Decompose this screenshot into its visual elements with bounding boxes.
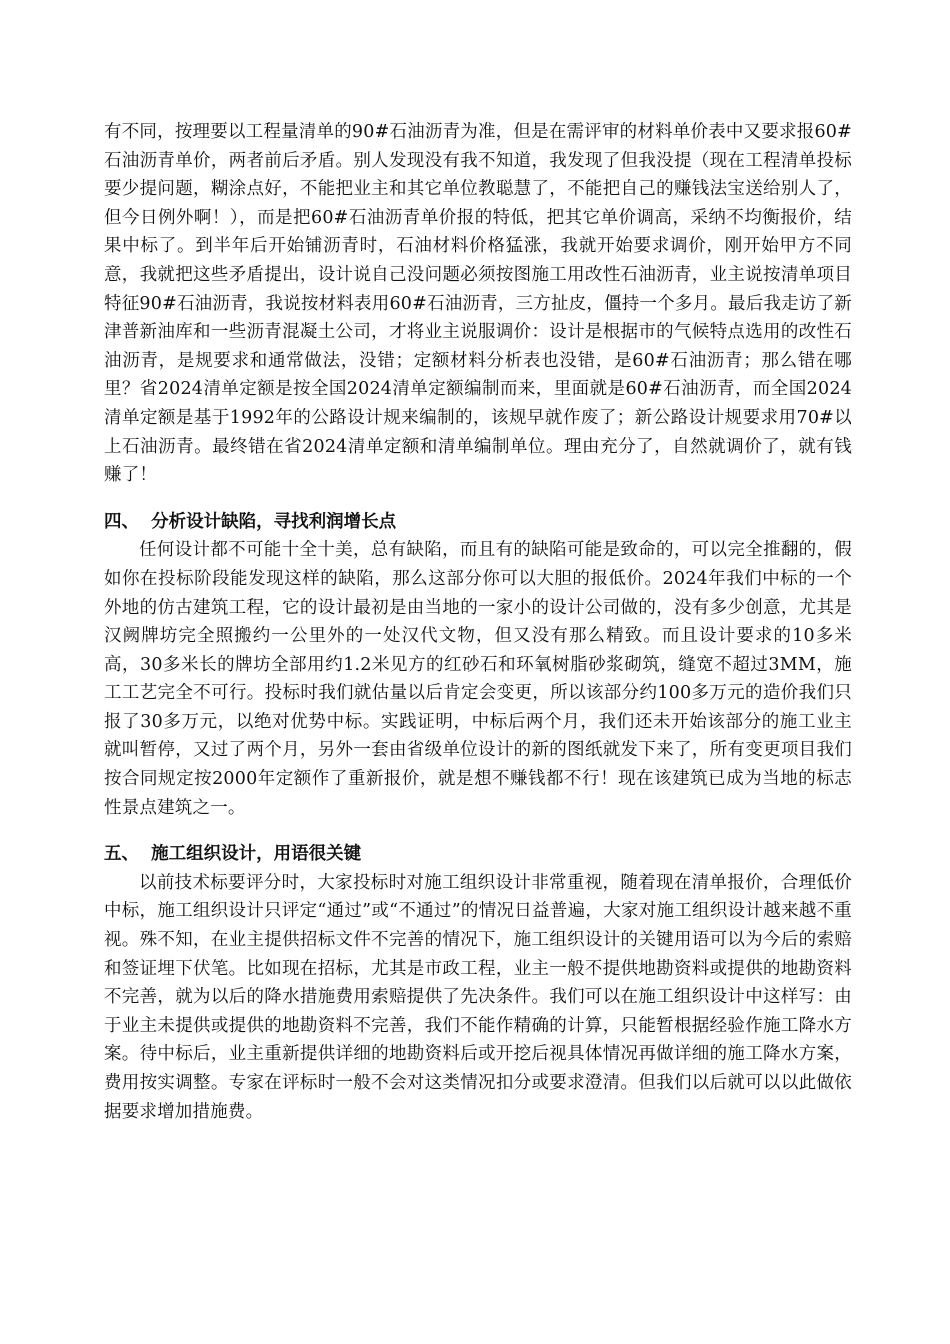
section-heading: 五、 施工组织设计，用语很关键 — [104, 844, 362, 865]
section-heading: 四、 分析设计缺陷，寻找利润增长点 — [104, 511, 397, 532]
intro-paragraph: 有不同，按理要以工程量清单的90#石油沥青为准，但是在需评审的材料单价表中又要求报60#石油沥青单价，两者前后矛盾。别人发现没有我不知道，我发现了但我没提（现在工程清单投标要少提问题，糊涂点好，不能把业主和其它单位教聪慧了，不能把自己的赚钱法宝送给别人了，但今日例外啊！），而是把60#石油沥青单价报的特低，把其它单价调高，采纳不均衡报价，结果中标了。到半年后开始铺沥青时，石油材料价格猛涨，我就开始要求调价，刚开始甲方不同意，我就把这些矛盾提出，设计说自己没问题必须按图施工用改性石油沥青，业主说按清单项目特征90#石油沥青，我说按材料表用60#石油沥青，三方扯皮，僵持一个多月。最后我走访了新津普新油库和一些沥青混凝土公司，才将业主说服调价：设计是根据市的气候特点选用的改性石油沥青，是规要求和通常做法，没错；定额材料分析表也没错，是60#石油沥青；那么错在哪里？省2024清单定额是按全国2024清单定额编制而来，里面就是60#石油沥青，而全国2024清单定额是基于1992年的公路设计规来编制的，该规早就作废了；新公路设计规要求用70#以上石油沥青。最终错在省2024清单定额和清单编制单位。理由充分了，自然就调价了，就有钱赚了！ — [104, 122, 852, 486]
section-4 — [104, 508, 852, 823]
section-5 — [104, 840, 852, 1126]
section-body: 以前技术标要评分时，大家投标时对施工组织设计非常重视，随着现在清单报价，合理低价中标，施工组织设计只评定“通过”或“不通过”的情况日益普遍，大家对施工组织设计越来越不重视。殊不知，在业主提供招标文件不完善的情况下，施工组织设计的关键用语可以为今后的索赔和签证埋下伏笔。比如现在招标，尤其是市政工程，业主一般不提供地勘资料或提供的地勘资料不完善，就为以后的降水措施费用索赔提供了先决条件。我们可以在施工组织设计中这样写：由于业主未提供或提供的地勘资料不完善，我们不能作精确的计算，只能暂根据经验作施工降水方案。待中标后，业主重新提供详细的地勘资料后或开挖后视具体情况再做详细的施工降水方案，费用按实调整。专家在评标时一般不会对这类情况扣分或要求澄清。但我们以后就可以以此做依据要求增加措施费。 — [104, 872, 852, 1122]
section-body: 任何设计都不可能十全十美，总有缺陷，而且有的缺陷可能是致命的，可以完全推翻的，假如你在投标阶段能发现这样的缺陷，那么这部分你可以大胆的报低价。2024年我们中标的一个外地的仿古建筑工程，它的设计最初是由当地的一家小的设计公司做的，没有多少创意，尤其是汉阙牌坊完全照搬约一公里外的一处汉代文物，但又没有那么精致。而且设计要求的10多米高，30多米长的牌坊全部用约1.2米见方的红砂石和环氧树脂砂浆砌筑，缝宽不超过3MM，施工工艺完全不可行。投标时我们就估量以后肯定会变更，所以该部分约100多万元的造价我们只报了30多万元，以绝对优势中标。实践证明，中标后两个月，我们还未开始该部分的施工业主就叫暂停，又过了两个月，另外一套由省级单位设计的新的图纸就发下来了，所有变更项目我们按合同规定按2000年定额作了重新报价，就是想不赚钱都不行！现在该建筑已成为当地的标志性景点建筑之一。 — [104, 540, 852, 818]
document-page — [104, 118, 852, 1126]
